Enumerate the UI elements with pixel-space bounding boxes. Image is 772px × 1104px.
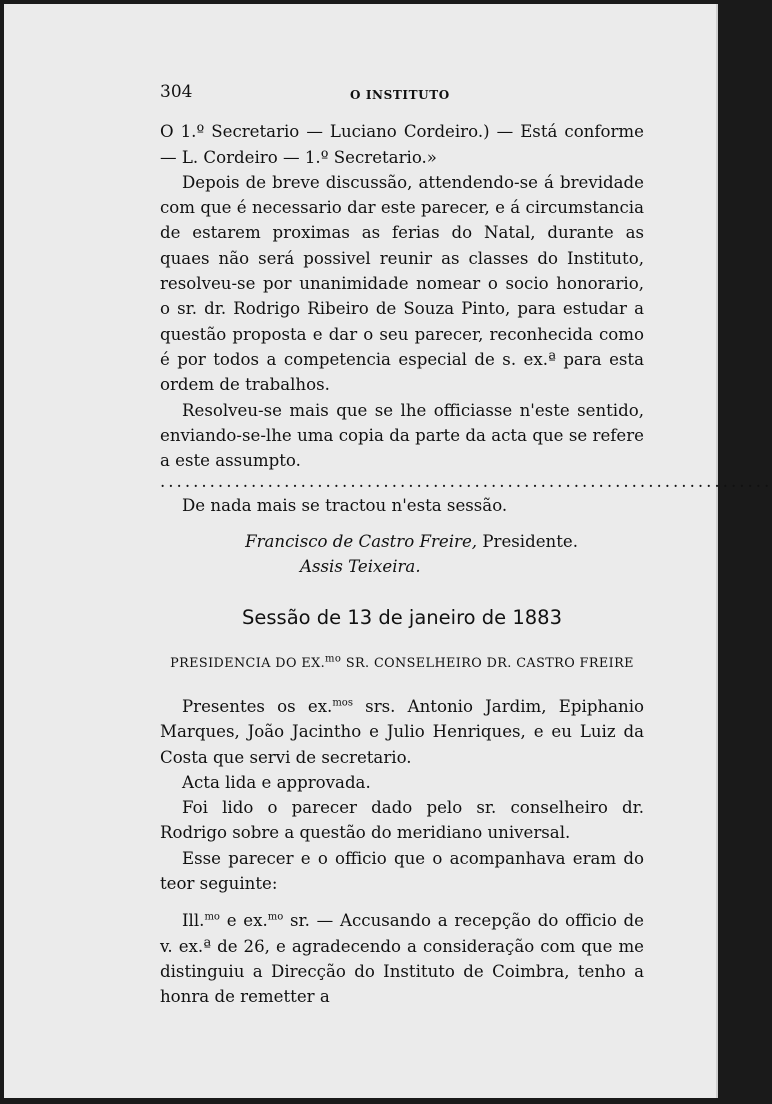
attendees-part-a: Presentes os ex. — [182, 696, 333, 716]
attendees-part-b: srs. Antonio Jardim, Epiphanio Marques, João Jacintho e Julio Henriques, e eu Luiz da Costa que servi de secretario. — [160, 696, 645, 767]
president-role: Presidente. — [477, 531, 578, 551]
paragraph-gap — [160, 896, 644, 908]
letter-part-c: sr. — Accusando a recepção do officio de v. ex.ª de 26, e agradecendo a consideração com que me distinguiu a Direcção do Instituto de Coimbra, tenho a honra de remetter a — [160, 911, 644, 1007]
paragraph-secretary-line: O 1.º Secretario — Luciano Cordeiro.) — Está conforme — L. Cordeiro — 1.º Secretario.» — [160, 122, 644, 167]
paragraph-resolution: Resolveu-se mais que se lhe officiasse n'este sentido, enviando-se-lhe uma copia da parte da acta que se refere a este assumpto. — [160, 400, 644, 471]
presidency-part-b: SR. CONSELHEIRO DR. CASTRO FREIRE — [341, 655, 634, 671]
signature-secretary: Assis Teixeira. — [300, 557, 421, 577]
signature-block — [160, 529, 644, 554]
page-number: 304 — [160, 82, 193, 102]
presidency-part-a: PRESIDENCIA DO EX. — [170, 655, 326, 671]
page-header — [160, 80, 644, 105]
presidency-heading — [160, 651, 644, 676]
paragraph-attendees — [160, 694, 644, 770]
dotted-separator: .......................................................................... — [160, 472, 772, 492]
paragraph-discussion: Depois de breve discussão, attendendo-se á brevidade com que é necessario dar este parecer, e á circumstancia de estarem proximas as ferias do Natal, durante as quaes não será possivel reunir as classes do Instituto, resolveu-se por unanimidade nomear o socio honorario, o sr. dr. Rodrigo Ribeiro de Souza Pinto, para estudar a questão proposta e dar o seu parecer, reconhecida como é por todos a competencia especial de s. ex.ª para esta ordem de trabalhos. — [160, 172, 644, 395]
letter-sup-1: mo — [204, 911, 220, 923]
presidency-sup: mo — [325, 653, 342, 665]
page-content — [160, 80, 772, 1010]
paragraph-report: Foi lido o parecer dado pelo sr. conselheiro dr. Rodrigo sobre a questão do meridiano universal. — [160, 798, 644, 843]
paragraph-letter — [160, 908, 644, 1009]
paragraph-document-intro: Esse parecer e o officio que o acompanhava eram do teor seguinte: — [160, 848, 644, 894]
running-head: O INSTITUTO — [350, 88, 450, 102]
signature-president — [160, 529, 578, 554]
attendees-sup: mos — [332, 697, 353, 709]
paragraph-minutes: Acta lida e approvada. — [182, 772, 371, 792]
letter-sup-2: mo — [267, 911, 284, 923]
letter-part-b: e ex. — [219, 911, 268, 931]
session-title: Sessão de 13 de janeiro de 1883 — [242, 606, 562, 630]
paragraph-closing: De nada mais se tractou n'esta sessão. — [182, 496, 508, 516]
letter-part-a: Ill. — [182, 911, 205, 931]
book-page — [4, 4, 772, 1098]
president-name: Francisco de Castro Freire, — [245, 531, 478, 551]
